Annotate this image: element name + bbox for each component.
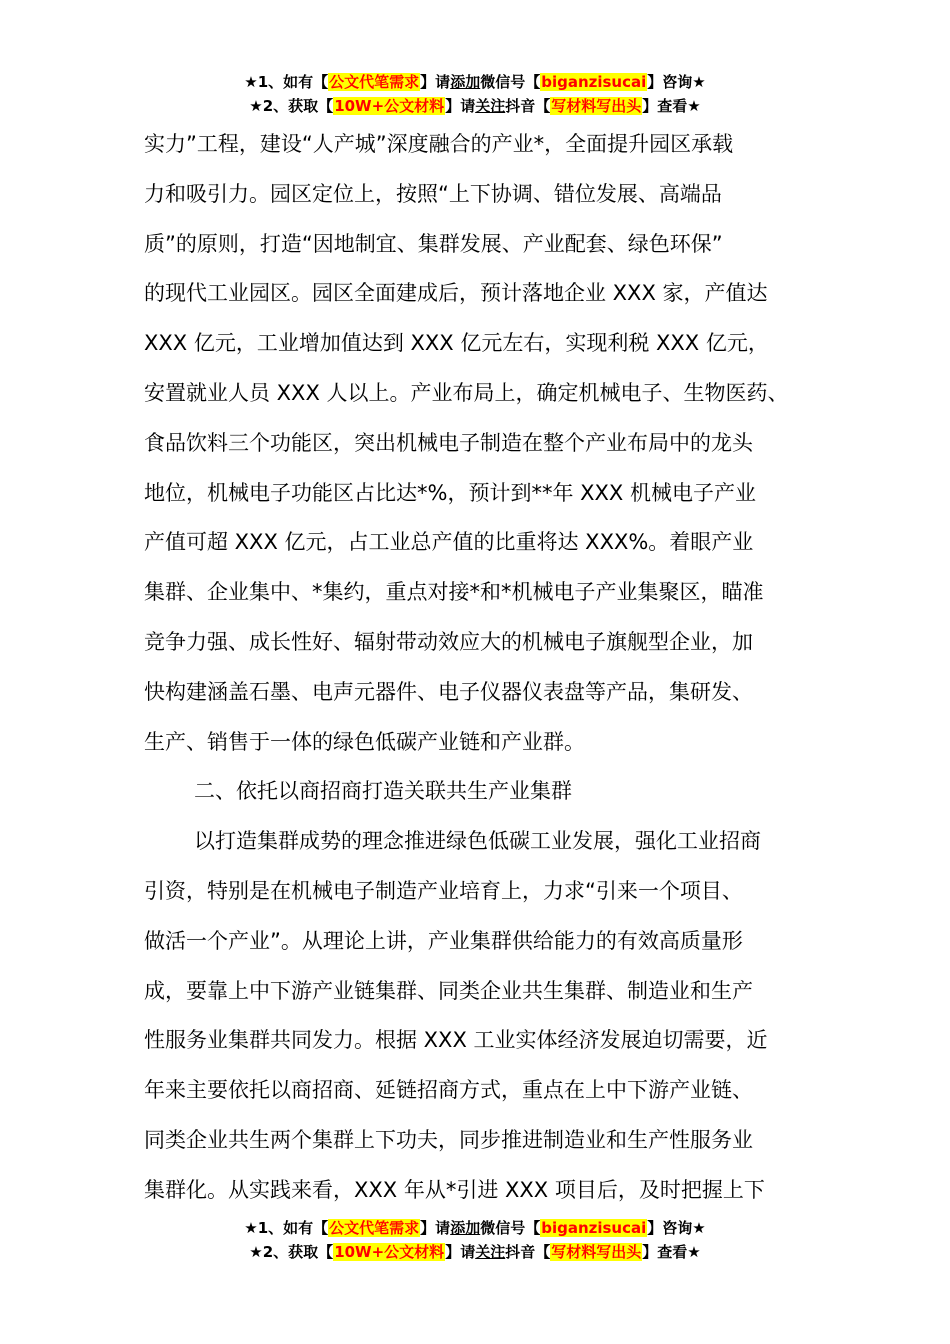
text-line: XXX 亿元，工业增加值达到 XXX 亿元左右，实现利税 XXX 亿元， [144, 331, 769, 356]
douyin-account-label: 写材料写出头 [551, 97, 642, 115]
banner-text: 】咨询★ [647, 1219, 706, 1237]
text-line: 年来主要依托以商招商、延链招商方式，重点在上中下游产业链、 [144, 1078, 753, 1103]
banner-text: 】请 [420, 1219, 451, 1237]
banner-text: ★1、如有【 [244, 73, 329, 91]
text-line: 竞争力强、成长性好、辐射带动效应大的机械电子旗舰型企业，加 [144, 629, 753, 654]
banner-text: 】咨询★ [647, 73, 706, 91]
banner-text: ★2、获取【 [249, 1243, 334, 1261]
text-line: 性服务业集群共同发力。根据 XXX 工业实体经济发展迫切需要，近 [144, 1028, 768, 1053]
banner-text: 抖音【 [505, 1243, 551, 1261]
paragraph-start-line: 以打造集群成势的理念推进绿色低碳工业发展，强化工业招商 [194, 829, 761, 854]
banner-text: 】请 [445, 97, 476, 115]
text-line: 成，要靠上中下游产业链集群、同类企业共生集群、制造业和生产 [144, 978, 753, 1003]
text-line: 生产、销售于一体的绿色低碳产业链和产业群。 [144, 729, 585, 754]
footer-banner [0, 1216, 950, 1264]
underlined-text: 添加 [450, 1219, 481, 1237]
text-line: 集群化。从实践来看，XXX 年从*引进 XXX 项目后，及时把握上下 [144, 1177, 765, 1202]
text-line: 产值可超 XXX 亿元，占工业总产值的比重将达 XXX%。着眼产业 [144, 530, 754, 555]
text-line: 做活一个产业”。从理论上讲，产业集群供给能力的有效高质量形 [144, 928, 743, 953]
highlight-label: 公文代笔需求 [329, 73, 420, 91]
section-heading: 二、依托以商招商打造关联共生产业集群 [194, 779, 572, 804]
highlight-label: 10W+公文材料 [334, 1243, 445, 1261]
banner-text: 微信号【 [480, 73, 541, 91]
highlight-label: 10W+公文材料 [334, 97, 445, 115]
text-line: 实力”工程，建设“人产城”深度融合的产业*，全面提升园区承载 [144, 132, 734, 156]
text-line: 力和吸引力。园区定位上，按照“上下协调、错位发展、高端品 [144, 181, 722, 206]
text-line: 的现代工业园区。园区全面建成后，预计落地企业 XXX 家，产值达 [144, 281, 768, 306]
wechat-id-label: biganzisucai [541, 1219, 647, 1237]
header-banner [0, 70, 950, 118]
banner-text: ★2、获取【 [249, 97, 334, 115]
banner-text: ★1、如有【 [244, 1219, 329, 1237]
banner-text: 】查看★ [642, 1243, 701, 1261]
banner-text: 】查看★ [642, 97, 701, 115]
text-line: 同类企业共生两个集群上下功夫，同步推进制造业和生产性服务业 [144, 1127, 753, 1152]
text-line: 集群、企业集中、*集约，重点对接*和*机械电子产业集聚区，瞄准 [144, 580, 764, 605]
underlined-text: 添加 [450, 73, 481, 91]
document-body [144, 120, 814, 1216]
banner-text: 微信号【 [480, 1219, 541, 1237]
banner-text: 】请 [445, 1243, 476, 1261]
text-line: 地位，机械电子功能区占比达*%，预计到**年 XXX 机械电子产业 [144, 480, 756, 505]
banner-line-2 [0, 94, 950, 118]
wechat-id-label: biganzisucai [541, 73, 647, 91]
text-line: 安置就业人员 XXX 人以上。产业布局上，确定机械电子、生物医药、 [144, 380, 789, 405]
text-line: 快构建涵盖石墨、电声元器件、电子仪器仪表盘等产品，集研发、 [144, 679, 753, 704]
highlight-label: 公文代笔需求 [329, 1219, 420, 1237]
banner-text: 抖音【 [505, 97, 551, 115]
underlined-text: 关注 [475, 1243, 506, 1261]
text-line: 质”的原则，打造“因地制宜、集群发展、产业配套、绿色环保” [144, 231, 723, 256]
douyin-account-label: 写材料写出头 [551, 1243, 642, 1261]
banner-text: 】请 [420, 73, 451, 91]
banner-line-1 [0, 1216, 950, 1240]
underlined-text: 关注 [475, 97, 506, 115]
text-line: 食品饮料三个功能区，突出机械电子制造在整个产业布局中的龙头 [144, 430, 753, 455]
banner-line-2 [0, 1240, 950, 1264]
text-line: 引资，特别是在机械电子制造产业培育上，力求“引来一个项目、 [144, 878, 743, 903]
banner-line-1 [0, 70, 950, 94]
